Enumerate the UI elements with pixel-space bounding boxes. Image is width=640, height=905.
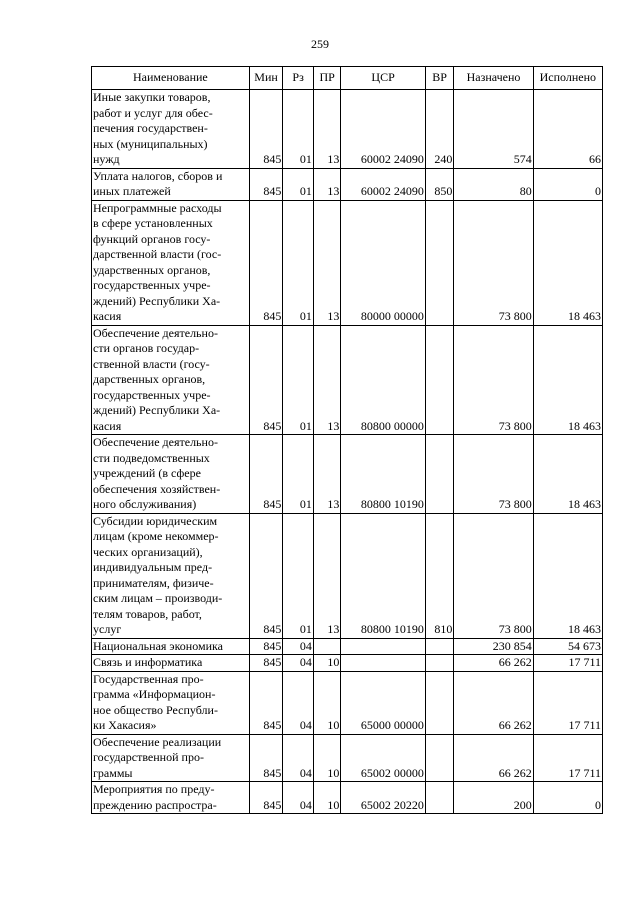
cell-name-line: иных платежей [93,184,171,198]
cell-csr [341,638,425,655]
cell-name-line: ждений) Республики Ха- [93,293,221,308]
cell-csr: 65002 20220 [341,782,425,814]
table-row [92,671,603,734]
cell-executed: 18 463 [533,200,602,325]
cell-name-line: ждений) Республики Ха- [93,403,221,417]
cell-rz: 04 [283,734,314,782]
table-row [92,435,603,514]
cell-name-line: нужд [93,152,120,166]
cell-name-line: в сфере установленных [93,216,213,230]
cell-pr: 10 [313,671,340,734]
cell-rz: 04 [283,782,314,814]
cell-name-line: Обеспечение деятельно- [93,325,218,340]
cell-pr: 13 [313,513,340,638]
cell-executed: 18 463 [533,513,602,638]
cell-executed: 17 711 [533,734,602,782]
cell-min: 845 [249,734,283,782]
cell-assigned: 73 800 [454,435,533,514]
cell-name-line: граммы [93,765,133,780]
cell-csr: 60002 24090 [341,168,425,200]
header-assigned: Назначено [454,67,533,90]
cell-name [92,513,250,638]
cell-csr: 80000 00000 [341,200,425,325]
cell-name [92,90,250,169]
table-row [92,734,603,782]
cell-name-line: государственных учре- [93,387,211,402]
cell-name-line: грамма «Информацион- [93,687,216,701]
cell-name-line: индивидуальным пред- [93,560,213,574]
cell-name-line: дарственной власти (гос- [93,247,222,261]
cell-rz: 01 [283,200,314,325]
cell-name [92,638,250,655]
cell-name-line: касия [93,309,122,323]
cell-name-line: принимателям, физиче- [93,575,214,590]
cell-assigned: 574 [454,90,533,169]
cell-assigned: 66 262 [454,734,533,782]
cell-assigned: 200 [454,782,533,814]
cell-rz: 04 [283,671,314,734]
header-name: Наименование [92,67,250,90]
header-vr: ВР [425,67,454,90]
cell-name-line: ных (муниципальных) [93,136,208,151]
cell-pr: 10 [313,782,340,814]
cell-name-line: печения государствен- [93,121,208,135]
cell-name-line: обеспечения хозяйствен- [93,481,221,496]
cell-csr: 80800 10190 [341,513,425,638]
cell-executed: 17 711 [533,671,602,734]
cell-name-line: Обеспечение деятельно- [93,435,218,449]
cell-rz: 01 [283,168,314,200]
cell-executed: 0 [533,782,602,814]
cell-min: 845 [249,638,283,655]
cell-name-line: преждению распростра- [93,797,217,812]
cell-rz: 01 [283,435,314,514]
cell-pr: 13 [313,325,340,435]
cell-name-line: касия [93,418,122,433]
cell-name-line: государственных учре- [93,278,211,292]
cell-min: 845 [249,90,283,169]
cell-csr: 80800 00000 [341,325,425,435]
cell-name-line: функций органов госу- [93,231,211,246]
cell-csr: 60002 24090 [341,90,425,169]
cell-pr: 13 [313,168,340,200]
cell-pr [313,638,340,655]
cell-assigned: 80 [454,168,533,200]
cell-vr [425,200,454,325]
cell-vr [425,671,454,734]
cell-assigned: 66 262 [454,655,533,672]
cell-name [92,734,250,782]
cell-csr: 65002 00000 [341,734,425,782]
cell-name-line: ственной власти (госу- [93,356,210,371]
cell-name-line: сти органов государ- [93,341,200,355]
cell-name-line: ного обслуживания) [93,497,197,511]
cell-executed: 66 [533,90,602,169]
cell-name-line: государственной про- [93,750,204,764]
cell-executed: 54 673 [533,638,602,655]
cell-rz: 04 [283,655,314,672]
cell-executed: 18 463 [533,325,602,435]
cell-executed: 17 711 [533,655,602,672]
cell-csr: 80800 10190 [341,435,425,514]
cell-rz: 04 [283,638,314,655]
cell-min: 845 [249,782,283,814]
header-rz: Рз [283,67,314,90]
budget-table [91,66,603,814]
cell-name [92,655,250,672]
cell-name-line: Иные закупки товаров, [93,90,211,104]
cell-name [92,435,250,514]
table-body [92,90,603,814]
cell-name-line: Непрограммные расходы [93,200,222,215]
cell-name [92,168,250,200]
cell-name-line: Уплата налогов, сборов и [93,168,223,183]
table-row [92,325,603,435]
table-row [92,90,603,169]
cell-vr: 240 [425,90,454,169]
cell-executed: 0 [533,168,602,200]
cell-name [92,782,250,814]
cell-min: 845 [249,168,283,200]
page-number: 259 [311,37,329,51]
cell-name-line: ное общество Республи- [93,702,218,717]
cell-pr: 10 [313,655,340,672]
cell-name-line: Мероприятия по преду- [93,782,215,796]
cell-assigned: 73 800 [454,325,533,435]
cell-vr: 850 [425,168,454,200]
cell-min: 845 [249,325,283,435]
cell-name-line: ударственных органов, [93,262,211,277]
cell-vr [425,325,454,435]
cell-rz: 01 [283,90,314,169]
cell-rz: 01 [283,325,314,435]
cell-name-line: ческих организаций), [93,544,203,559]
cell-assigned: 230 854 [454,638,533,655]
cell-executed: 18 463 [533,435,602,514]
cell-name-line: лицам (кроме некоммер- [93,529,219,543]
cell-name-line: учреждений (в сфере [93,466,201,480]
cell-name-line: телям товаров, работ, [93,606,202,621]
cell-pr: 13 [313,435,340,514]
cell-name [92,200,250,325]
table-row [92,655,603,672]
cell-name-line: Субсидии юридическим [93,513,218,528]
cell-name-line: услуг [93,622,122,636]
table-row [92,638,603,655]
cell-name-line: Обеспечение реализации [93,734,222,749]
table-row [92,168,603,200]
cell-name [92,325,250,435]
cell-assigned: 73 800 [454,513,533,638]
cell-vr [425,734,454,782]
cell-name-line: Связь и информатика [93,655,203,669]
cell-name-line: работ и услуг для обес- [93,105,213,120]
cell-csr [341,655,425,672]
cell-rz: 01 [283,513,314,638]
cell-pr: 13 [313,200,340,325]
cell-pr: 13 [313,90,340,169]
cell-name-line: ки Хакасия» [93,718,157,732]
cell-min: 845 [249,513,283,638]
cell-min: 845 [249,200,283,325]
cell-min: 845 [249,655,283,672]
cell-name-line: сти подведомственных [93,450,210,465]
cell-assigned: 66 262 [454,671,533,734]
cell-name [92,671,250,734]
table-row [92,513,603,638]
header-csr: ЦСР [341,67,425,90]
cell-name-line: Национальная экономика [93,638,223,653]
cell-min: 845 [249,435,283,514]
cell-vr [425,655,454,672]
header-executed: Исполнено [533,67,602,90]
cell-vr [425,638,454,655]
header-min: Мин [249,67,283,90]
cell-name-line: ским лицам – производи- [93,591,223,605]
cell-csr: 65000 00000 [341,671,425,734]
cell-vr [425,782,454,814]
cell-assigned: 73 800 [454,200,533,325]
cell-min: 845 [249,671,283,734]
header-pr: ПР [313,67,340,90]
cell-pr: 10 [313,734,340,782]
cell-vr [425,435,454,514]
table-header-row [92,67,603,90]
table-row [92,200,603,325]
cell-name-line: Государственная про- [93,671,204,686]
cell-vr: 810 [425,513,454,638]
cell-name-line: дарственных органов, [93,372,206,386]
table-row [92,782,603,814]
